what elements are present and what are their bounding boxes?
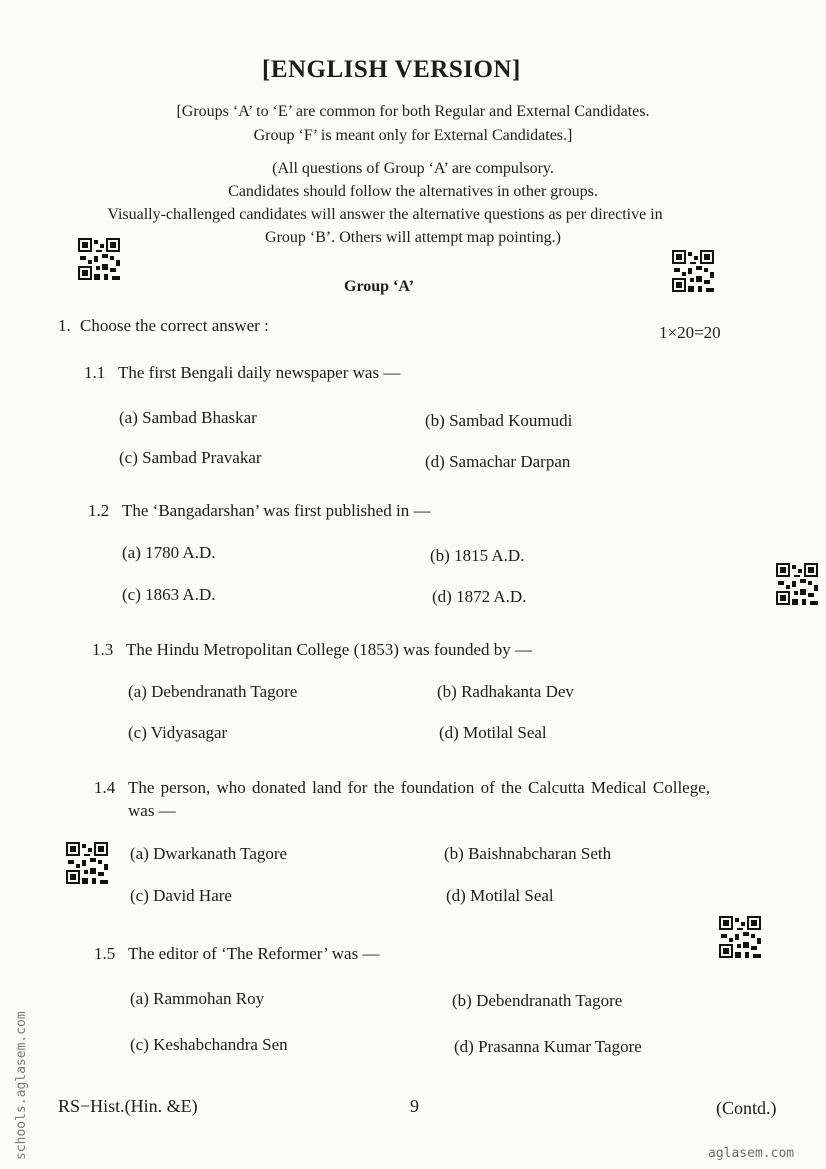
page-title: [ENGLISH VERSION] bbox=[262, 56, 521, 83]
instruction-line: (All questions of Group ‘A’ are compulsory. bbox=[272, 160, 554, 177]
option: (c) Sambad Pravakar bbox=[119, 448, 262, 467]
continued-label: (Contd.) bbox=[716, 1098, 777, 1118]
option: (c) 1863 A.D. bbox=[122, 585, 216, 604]
option: (d) Samachar Darpan bbox=[425, 452, 571, 471]
option: (a) Dwarkanath Tagore bbox=[130, 844, 288, 863]
paper-code: RS−Hist.(Hin. &E) bbox=[58, 1096, 198, 1116]
subquestion-text: The person, who donated land for the foundation of the Calcutta Medical College, bbox=[128, 778, 711, 797]
option: (b) Baishnabcharan Seth bbox=[444, 844, 612, 863]
instruction-line: [Groups ‘A’ to ‘E’ are common for both Regular and External Candidates. bbox=[176, 103, 650, 120]
option: (a) Rammohan Roy bbox=[130, 989, 265, 1008]
question-marks: 1×20=20 bbox=[659, 323, 721, 342]
subquestion-text: The ‘Bangadarshan’ was first published in — bbox=[122, 501, 431, 520]
subquestion-text-continued: was — bbox=[128, 801, 176, 820]
qr-code-icon bbox=[719, 916, 761, 958]
instruction-line: Group ‘B’. Others will attempt map pointing.) bbox=[265, 229, 561, 246]
subquestion-text: The editor of ‘The Reformer’ was — bbox=[128, 944, 380, 963]
subquestion-number: 1.3 bbox=[92, 640, 114, 659]
option: (c) Vidyasagar bbox=[128, 723, 228, 742]
question-text: Choose the correct answer : bbox=[80, 316, 269, 335]
side-watermark: schools.aglasem.com bbox=[14, 1011, 29, 1160]
option: (d) Prasanna Kumar Tagore bbox=[454, 1037, 642, 1056]
option: (b) Radhakanta Dev bbox=[437, 682, 574, 701]
instruction-line: Visually-challenged candidates will answer the alternative questions as per directive in bbox=[107, 206, 663, 223]
option: (a) Sambad Bhaskar bbox=[119, 408, 257, 427]
option: (a) 1780 A.D. bbox=[122, 543, 216, 562]
option: (b) Debendranath Tagore bbox=[452, 991, 623, 1010]
option: (b) 1815 A.D. bbox=[430, 546, 525, 565]
group-heading: Group ‘A’ bbox=[344, 278, 415, 295]
instruction-line: Group ‘F’ is meant only for External Candidates.] bbox=[253, 127, 573, 144]
brand-watermark: aglasem.com bbox=[708, 1146, 795, 1161]
qr-code-icon bbox=[776, 563, 818, 605]
option: (d) Motilal Seal bbox=[439, 723, 547, 742]
option: (c) Keshabchandra Sen bbox=[130, 1035, 288, 1054]
option: (d) 1872 A.D. bbox=[432, 587, 527, 606]
option: (d) Motilal Seal bbox=[446, 886, 554, 905]
subquestion-text: The first Bengali daily newspaper was — bbox=[118, 363, 401, 382]
subquestion-text: The Hindu Metropolitan College (1853) was founded by — bbox=[126, 640, 533, 659]
subquestion-number: 1.5 bbox=[94, 944, 116, 963]
subquestion-number: 1.2 bbox=[88, 501, 110, 520]
subquestion-number: 1.1 bbox=[84, 363, 106, 382]
qr-code-icon bbox=[66, 842, 108, 884]
instruction-line: Candidates should follow the alternatives in other groups. bbox=[228, 183, 598, 200]
option: (b) Sambad Koumudi bbox=[425, 411, 573, 430]
qr-code-icon bbox=[672, 250, 714, 292]
question-number: 1. bbox=[58, 316, 71, 335]
page-number: 9 bbox=[410, 1096, 419, 1116]
option: (a) Debendranath Tagore bbox=[128, 682, 298, 701]
option: (c) David Hare bbox=[130, 886, 232, 905]
qr-code-icon bbox=[78, 238, 120, 280]
subquestion-number: 1.4 bbox=[94, 778, 116, 797]
